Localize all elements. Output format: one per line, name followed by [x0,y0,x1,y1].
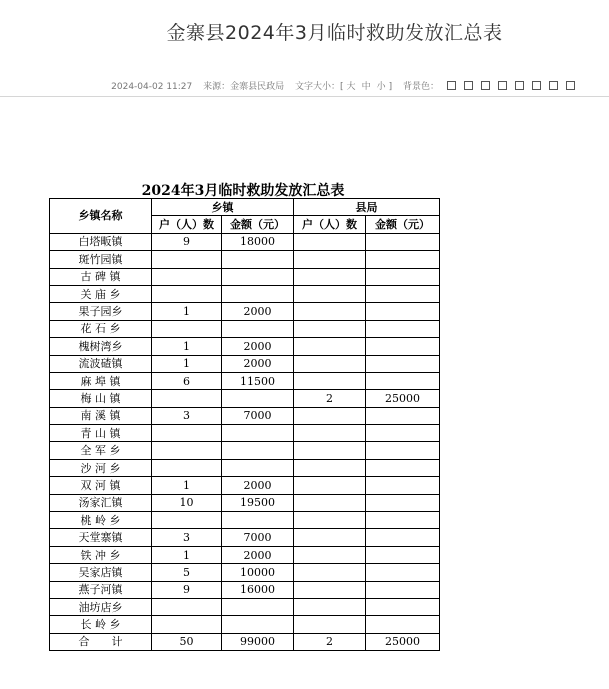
header-county-households: 户（人）数 [294,216,366,233]
cell-town-amount: 16000 [222,581,294,598]
cell-town-name: 麻 埠 镇 [50,372,152,389]
cell-county-amount [366,442,440,459]
cell-town-name: 长 岭 乡 [50,616,152,633]
cell-town-households: 10 [152,494,222,511]
cell-county-households [294,251,366,268]
table-row [50,598,440,615]
table-row [50,355,440,372]
font-size-close: ] [388,82,393,92]
font-size-small-link[interactable]: 小 [376,82,386,92]
cell-town-amount [222,425,294,442]
table-row [50,390,440,407]
table-row [50,233,440,250]
table-row [50,477,440,494]
cell-county-amount [366,581,440,598]
table-row [50,425,440,442]
header-group-county: 县局 [294,199,440,216]
cell-town-households [152,512,222,529]
bg-color-swatch[interactable] [566,81,575,90]
cell-town-name: 白塔畈镇 [50,233,152,250]
cell-county-amount [366,529,440,546]
cell-town-households: 9 [152,233,222,250]
cell-town-households [152,320,222,337]
cell-town-name: 关 庙 乡 [50,285,152,302]
cell-town-households: 1 [152,338,222,355]
header-group-town: 乡镇 [152,199,294,216]
table-row [50,303,440,320]
cell-county-households [294,425,366,442]
cell-town-name: 双 河 镇 [50,477,152,494]
cell-county-amount [366,546,440,563]
cell-county-households [294,338,366,355]
cell-town-households: 9 [152,581,222,598]
cell-town-households [152,459,222,476]
bg-color-swatch[interactable] [447,81,456,90]
background-color-control [403,82,575,92]
cell-town-households: 50 [152,633,222,650]
table-row [50,581,440,598]
total-row [50,633,440,650]
bg-color-swatch[interactable] [515,81,524,90]
table-row [50,529,440,546]
bg-color-swatch[interactable] [498,81,507,90]
font-size-large-link[interactable]: 大 [346,82,356,92]
bg-color-swatch[interactable] [464,81,473,90]
cell-county-households [294,442,366,459]
cell-town-amount [222,390,294,407]
table-row [50,268,440,285]
cell-town-name: 槐树湾乡 [50,338,152,355]
cell-town-households: 3 [152,529,222,546]
cell-town-amount: 7000 [222,529,294,546]
cell-town-households: 1 [152,546,222,563]
cell-county-amount [366,425,440,442]
cell-town-households: 1 [152,303,222,320]
cell-county-amount [366,355,440,372]
table-title: 2024年3月临时救助发放汇总表 [141,183,345,199]
cell-county-households [294,320,366,337]
table-row [50,285,440,302]
table-row [50,459,440,476]
cell-town-households: 3 [152,407,222,424]
cell-town-amount [222,268,294,285]
cell-county-households [294,303,366,320]
cell-county-amount [366,251,440,268]
source-label: 来源：金寨县民政局 [203,82,285,92]
cell-county-households [294,407,366,424]
cell-town-amount: 2000 [222,303,294,320]
table-row [50,512,440,529]
cell-town-amount: 2000 [222,338,294,355]
cell-town-amount: 7000 [222,407,294,424]
cell-town-name: 古 碑 镇 [50,268,152,285]
cell-county-amount [366,616,440,633]
cell-county-households [294,355,366,372]
cell-town-households [152,268,222,285]
header-town-households: 户（人）数 [152,216,222,233]
cell-county-households [294,598,366,615]
font-size-medium-link[interactable]: 中 [361,82,371,92]
cell-town-amount: 2000 [222,546,294,563]
cell-county-households [294,268,366,285]
cell-town-households: 6 [152,372,222,389]
cell-town-name: 花 石 乡 [50,320,152,337]
bg-color-swatch[interactable] [549,81,558,90]
cell-town-households: 1 [152,355,222,372]
bg-color-label: 背景色： [402,82,439,92]
cell-county-households [294,512,366,529]
cell-town-name: 油坊店乡 [50,598,152,615]
cell-town-amount [222,285,294,302]
relief-summary-table [49,198,440,651]
table-row [50,494,440,511]
cell-town-amount: 10000 [222,564,294,581]
cell-county-amount [366,338,440,355]
cell-town-name: 合 计 [50,633,152,650]
bg-color-swatches [439,81,575,93]
page-title: 金寨县2024年3月临时救助发放汇总表 [166,22,503,44]
cell-county-households [294,529,366,546]
cell-county-amount [366,494,440,511]
cell-town-households [152,598,222,615]
cell-county-households [294,372,366,389]
cell-county-households: 2 [294,390,366,407]
cell-town-amount [222,442,294,459]
cell-town-name: 果子园乡 [50,303,152,320]
cell-county-amount [366,459,440,476]
cell-county-households [294,564,366,581]
table-row [50,616,440,633]
table-row [50,338,440,355]
cell-town-amount: 19500 [222,494,294,511]
font-size-control [295,82,392,92]
cell-county-amount [366,320,440,337]
cell-town-households: 5 [152,564,222,581]
cell-town-name: 梅 山 镇 [50,390,152,407]
cell-town-name: 桃 岭 乡 [50,512,152,529]
publish-date: 2024-04-02 11:27 [111,82,193,92]
cell-town-amount: 18000 [222,233,294,250]
table-row [50,564,440,581]
header-town-name: 乡镇名称 [50,199,152,234]
cell-county-amount [366,564,440,581]
cell-county-amount [366,598,440,615]
cell-town-households [152,251,222,268]
header-county-amount: 金额（元） [366,216,440,233]
cell-town-name: 铁 冲 乡 [50,546,152,563]
table-row [50,320,440,337]
cell-county-households [294,459,366,476]
cell-county-amount: 25000 [366,390,440,407]
bg-color-swatch[interactable] [481,81,490,90]
cell-county-amount [366,372,440,389]
cell-county-households [294,477,366,494]
cell-county-amount [366,303,440,320]
cell-county-households [294,616,366,633]
bg-color-swatch[interactable] [532,81,541,90]
cell-town-name: 汤家汇镇 [50,494,152,511]
cell-town-households [152,616,222,633]
cell-county-amount [366,268,440,285]
cell-town-name: 燕子河镇 [50,581,152,598]
cell-county-amount [366,407,440,424]
table-body [50,233,440,650]
cell-town-households [152,425,222,442]
cell-town-amount [222,320,294,337]
cell-county-amount [366,512,440,529]
cell-town-households [152,442,222,459]
table-row [50,546,440,563]
cell-town-name: 青 山 镇 [50,425,152,442]
font-size-label: 文字大小：[ [295,82,344,92]
cell-county-amount: 25000 [366,633,440,650]
table-row [50,251,440,268]
cell-county-households [294,546,366,563]
cell-county-households [294,285,366,302]
cell-town-households [152,285,222,302]
article-meta-bar [0,79,609,93]
header-town-amount: 金额（元） [222,216,294,233]
cell-county-amount [366,233,440,250]
cell-town-households [152,390,222,407]
cell-town-amount [222,512,294,529]
cell-county-households [294,233,366,250]
cell-town-name: 斑竹园镇 [50,251,152,268]
cell-town-name: 吴家店镇 [50,564,152,581]
cell-town-amount [222,459,294,476]
cell-town-name: 流波碴镇 [50,355,152,372]
cell-county-households [294,494,366,511]
cell-town-amount: 99000 [222,633,294,650]
header-divider [0,96,609,97]
table-row [50,442,440,459]
cell-town-households: 1 [152,477,222,494]
cell-town-amount [222,251,294,268]
table-row [50,407,440,424]
cell-town-amount: 11500 [222,372,294,389]
table-row [50,372,440,389]
cell-town-amount: 2000 [222,355,294,372]
cell-town-name: 全 军 乡 [50,442,152,459]
cell-town-name: 沙 河 乡 [50,459,152,476]
cell-town-amount [222,598,294,615]
cell-county-households: 2 [294,633,366,650]
cell-county-amount [366,285,440,302]
cell-town-amount [222,616,294,633]
cell-county-households [294,581,366,598]
cell-county-amount [366,477,440,494]
cell-town-amount: 2000 [222,477,294,494]
cell-town-name: 南 溪 镇 [50,407,152,424]
cell-town-name: 天堂寨镇 [50,529,152,546]
